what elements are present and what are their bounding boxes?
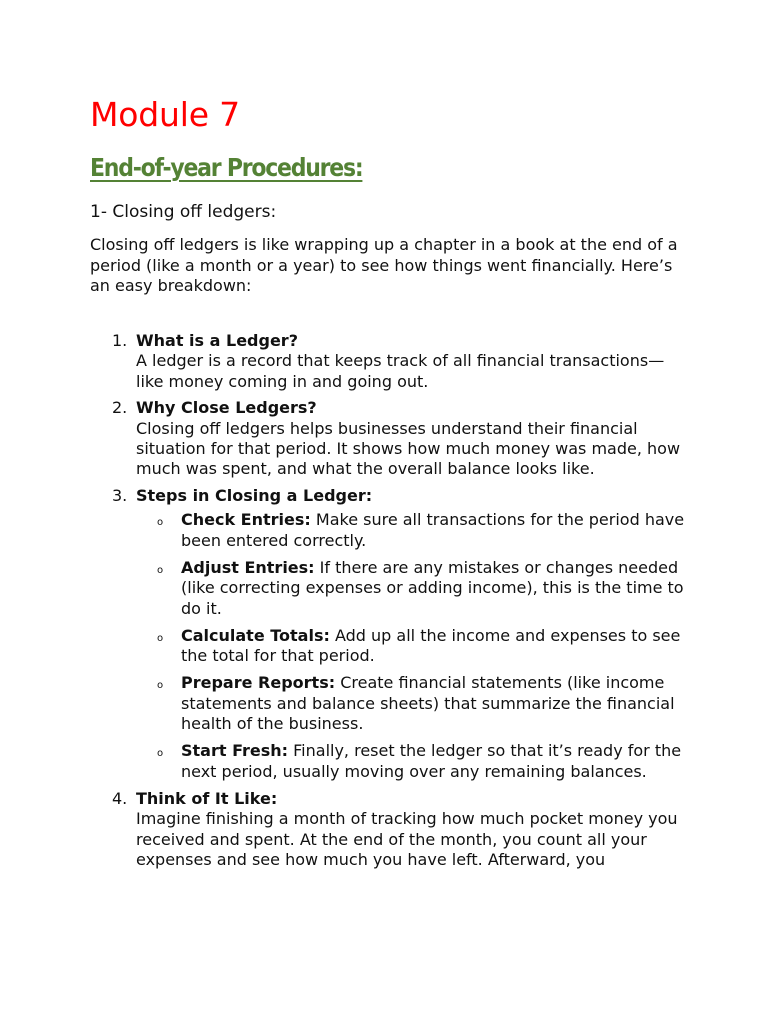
substep-label: Prepare Reports: [181, 673, 336, 693]
step-number: 2. [112, 398, 128, 418]
substep-label: Calculate Totals: [181, 625, 330, 645]
step-number: 4. [112, 788, 128, 808]
bullet-icon: o [157, 680, 164, 692]
substep-text: Add up all the income and expenses to see the total for that period. [181, 625, 681, 666]
step-title: Steps in Closing a Ledger: [136, 486, 373, 506]
bullet-icon: o [157, 517, 164, 529]
bullet-icon: o [157, 748, 164, 760]
substep-text: Finally, reset the ledger so that it’s ready for the next period, usually moving over any remaining balances. [181, 741, 682, 781]
substep-item [136, 673, 690, 734]
bullet-icon: o [157, 632, 164, 644]
substep-text: Make sure all transactions for the period have been entered correctly. [181, 510, 685, 550]
substep-item [136, 558, 690, 619]
step-item [90, 486, 690, 782]
step-number: 1. [112, 331, 128, 350]
substep-label: Start Fresh: [181, 741, 289, 761]
step-title: Think of It Like: [136, 788, 278, 808]
step-title: Why Close Ledgers? [136, 398, 317, 418]
step-body: Closing off ledgers helps businesses understand their financial situation for that period. It shows how much money was made, how much was spent, and what the overall balance looks like. [136, 418, 681, 479]
intro-paragraph: Closing off ledgers is like wrapping up a chapter in a book at the end of a period (like a month or a year) to see how things went financially. Here’s an easy breakdown: [90, 235, 678, 295]
substep-text: Create financial statements (like income statements and balance sheets) that summarize the financial health of the business. [181, 673, 675, 734]
step-body: A ledger is a record that keeps track of all financial transactions—like money coming in and going out. [136, 351, 665, 391]
substeps-list [136, 510, 690, 782]
step-item [90, 331, 690, 392]
sub-heading: 1- Closing off ledgers: [90, 202, 277, 222]
step-title: What is a Ledger? [136, 331, 298, 350]
step-number: 3. [112, 486, 128, 506]
step-item [90, 398, 690, 479]
substep-text: If there are any mistakes or changes needed (like correcting expenses or adding income), this is the time to do it. [181, 557, 684, 618]
step-body: Imagine finishing a month of tracking how much pocket money you received and spent. At the end of the month, you count all your expenses and see how much you have left. Afterward, you [136, 809, 678, 869]
substep-item [136, 626, 690, 667]
substep-label: Check Entries: [181, 510, 311, 530]
step-item [90, 789, 690, 870]
substep-label: Adjust Entries: [181, 557, 315, 577]
steps-list [90, 331, 690, 877]
module-title: Module 7 [90, 95, 240, 134]
substep-item [136, 510, 690, 551]
section-heading: End-of-year Procedures: [90, 153, 363, 182]
bullet-icon: o [157, 564, 164, 576]
substep-item [136, 741, 690, 782]
